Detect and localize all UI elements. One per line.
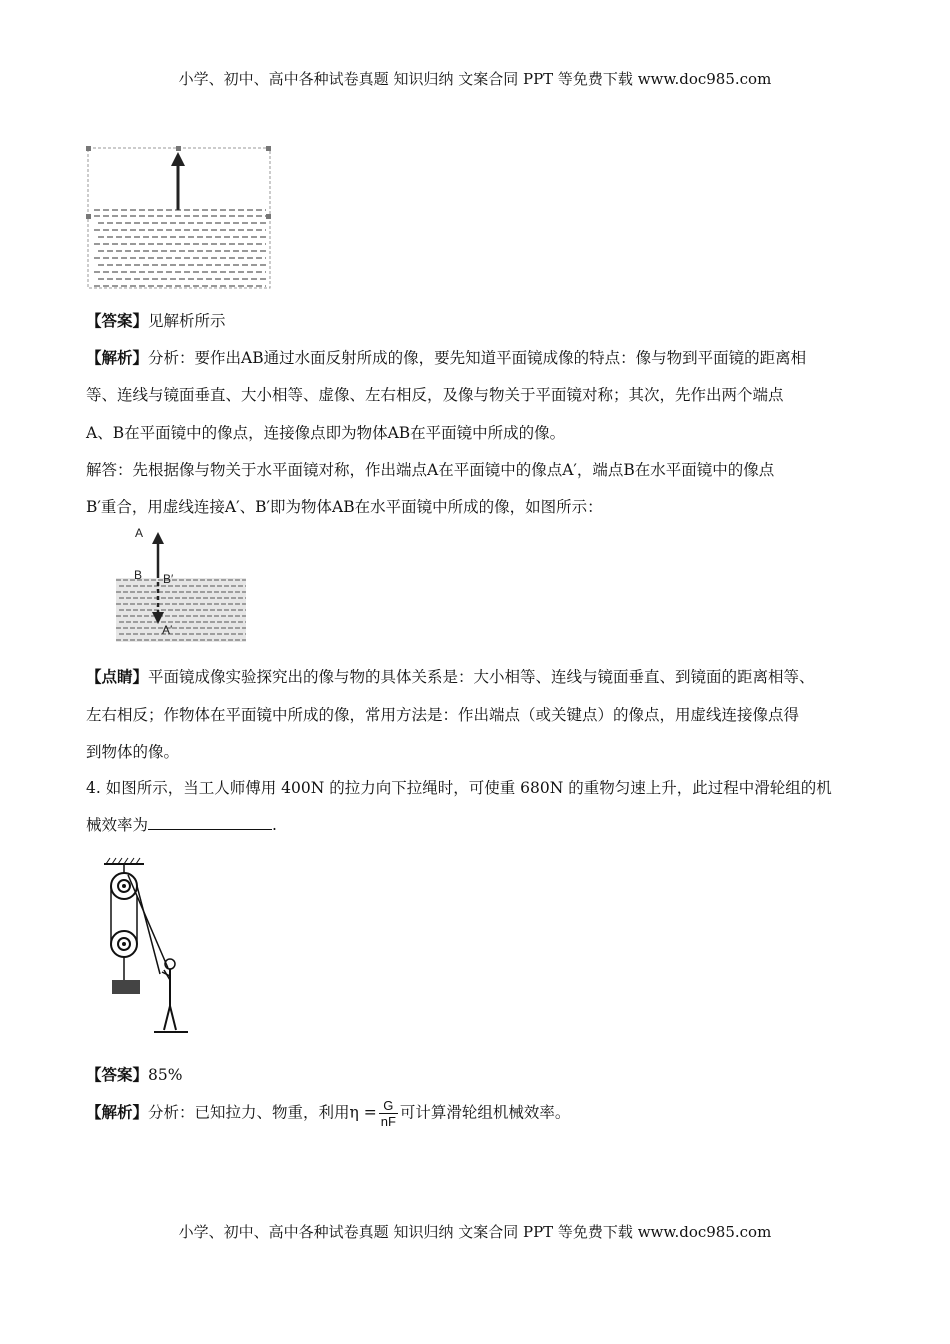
q3-comment-line-2: 左右相反；作物体在平面镜中所成的像，常用方法是：作出端点（或关键点）的像点，用虚线连接像点得 xyxy=(86,706,800,724)
q4-analysis: 【解析】分析：已知拉力、物重，利用η = $\frac{G}{nF}$ 可计算滑轮组机械效率。 xyxy=(86,1098,571,1129)
figure-pulley-system xyxy=(100,856,200,1036)
q4-stem-line-2: 械效率为 . xyxy=(86,816,277,834)
q3-analysis-line-4: 解答：先根据像与物关于水平面镜对称，作出端点A在平面镜中的像点A′，端点B在水平面镜中的像点 xyxy=(86,461,775,479)
q3-comment-line-1: 【点睛】平面镜成像实验探究出的像与物的具体关系是：大小相等、连线与镜面垂直、到镜面的距离相等、 xyxy=(86,667,815,686)
q3-analysis-line-5: B′重合，用虚线连接A′、B′即为物体AB在水平面镜中所成的像，如图所示： xyxy=(86,498,603,516)
q4-answer: 【答案】85% xyxy=(86,1065,183,1084)
label-b-prime: B′ xyxy=(163,572,174,586)
figure-arrow-water xyxy=(86,146,274,292)
figure-mirror-image xyxy=(86,520,250,644)
label-a: A xyxy=(135,526,144,540)
q3-analysis-line-3: A、B在平面镜中的像点，连接像点即为物体AB在平面镜中所成的像。 xyxy=(86,424,566,442)
q4-stem-line-1: 4. 如图所示，当工人师傅用 400N 的拉力向下拉绳时，可使重 680N 的重物匀速上升，此过程中滑轮组的机 xyxy=(86,779,832,797)
q3-comment-line-3: 到物体的像。 xyxy=(86,743,180,761)
answer-blank xyxy=(148,815,272,830)
efficiency-formula: $\frac{G}{nF}$ xyxy=(380,1098,396,1129)
page-header: 小学、初中、高中各种试卷真题 知识归纳 文案合同 PPT 等免费下载 www.doc985.com xyxy=(178,70,772,88)
page-footer: 小学、初中、高中各种试卷真题 知识归纳 文案合同 PPT 等免费下载 www.doc985.com xyxy=(178,1223,772,1241)
q3-answer: 【答案】见解析所示 xyxy=(86,311,226,330)
q3-analysis-line-1: 【解析】分析：要作出AB通过水面反射所成的像，要先知道平面镜成像的特点：像与物到平面镜的距离相 xyxy=(86,348,807,367)
label-b: B xyxy=(134,568,143,582)
q3-analysis-line-2: 等、连线与镜面垂直、大小相等、虚像、左右相反，及像与物关于平面镜对称；其次，先作出两个端点 xyxy=(86,386,784,404)
label-a-prime: A′ xyxy=(162,623,173,637)
